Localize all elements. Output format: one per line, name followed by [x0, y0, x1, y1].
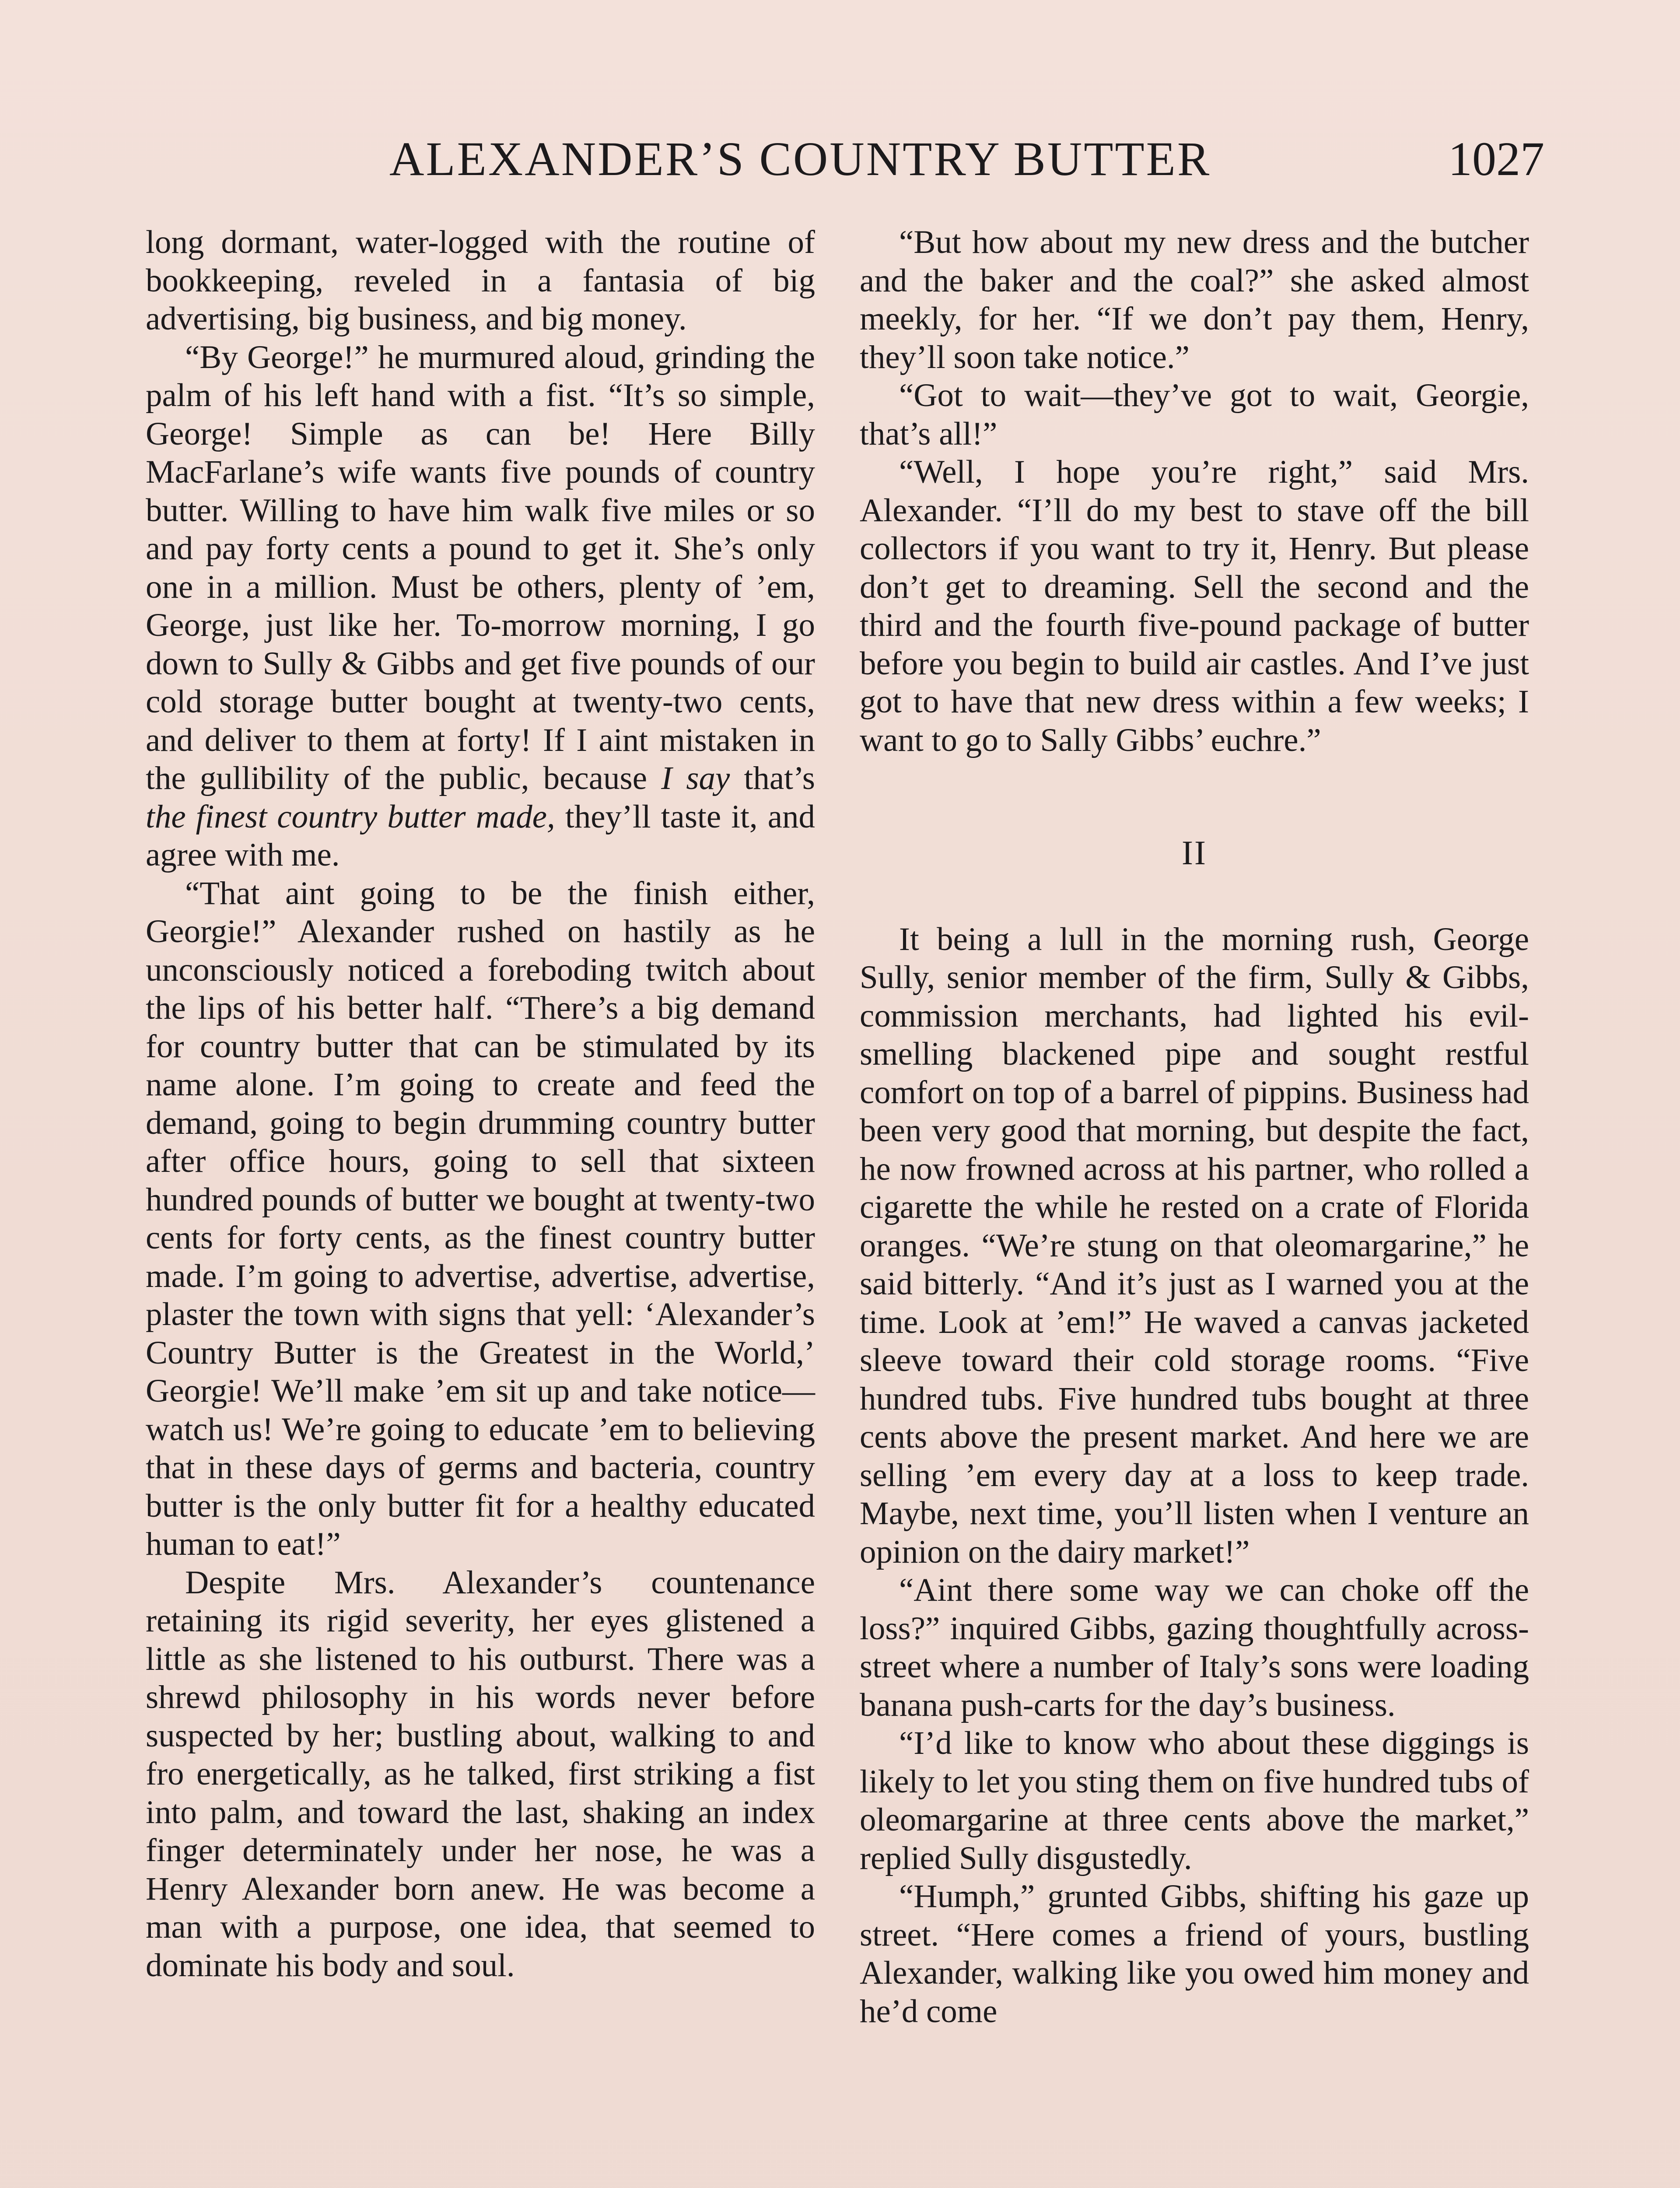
paragraph-text: “Got to wait—they’ve got to wait, Georgie, that’s all!”: [860, 377, 1529, 452]
left-column-paragraphs: [146, 223, 815, 1985]
italic-text: I say: [661, 760, 730, 796]
paragraph-text: “That aint going to be the finish either, Georgie!” Alexander rushed on hastily as he unconsciously noticed a foreboding twitch about the lips of his better half. “There’s a big demand for country butter that can be stimulated by its name alone. I’m going to create and feed the demand, going to begin drumming country butter after office hours, going to sell that sixteen hundred pounds of butter we bought at twenty-two cents for forty cents, as the finest country butter made. I’m going to advertise, advertise, advertise, plaster the town with signs that yell: ‘Alexander’s Country Butter is the Greatest in the World,’ Georgie! We’ll make ’em sit up and take notice—watch us! We’re going to educate ’em to believing that in these days of germs and bacteria, country butter is the only butter fit for a healthy educated human to eat!”: [146, 875, 815, 1562]
paragraph: [146, 338, 815, 874]
paragraph: [860, 223, 1529, 376]
paragraph-text: “I’d like to know who about these diggings is likely to let you sting them on five hundred tubs of oleomargarine at three cents above the market,” replied Sully disgustedly.: [860, 1725, 1529, 1876]
paragraph: [860, 1571, 1529, 1724]
paragraph-text: “Well, I hope you’re right,” said Mrs. Alexander. “I’ll do my best to stave off the bill collectors if you want to try it, Henry. But please don’t get to dreaming. Sell the second and the third and the fourth five-pound package of butter before you begin to build air castles. And I’ve just got to have that new dress within a few weeks; I want to go to Sally Gibbs’ euchre.”: [860, 454, 1529, 758]
paragraph-text: they’ll taste it, and agree with me.: [146, 798, 815, 873]
paragraph-text: long dormant, water-logged with the routine of bookkeeping, reveled in a fantasia of big advertising, big business, and big money.: [146, 224, 815, 337]
page-number: 1027: [1448, 132, 1544, 186]
paragraph-text: “Aint there some way we can choke off the loss?” inquired Gibbs, gazing thoughtfully across-street where a number of Italy’s sons were loading banana push-carts for the day’s business.: [860, 1572, 1529, 1723]
right-column: [860, 223, 1529, 2030]
paragraph: [146, 1564, 815, 1985]
paragraph: [146, 874, 815, 1564]
paragraph: [146, 223, 815, 338]
paragraph-text: “By George!” he murmured aloud, grinding the palm of his left hand with a fist. “It’s so simple, George! Simple as can be! Here Billy MacFarlane’s wife wants five pounds of country butter. Willing to have him walk five miles or so and pay forty cents a pound to get it. She’s only one in a million. Must be others, plenty of ’em, George, just like her. To-morrow morning, I go down to Sully & Gibbs and get five pounds of our cold storage butter bought at twenty-two cents, and deliver to them at forty! If I aint mistaken in the gullibility of the public, because: [146, 339, 815, 796]
paragraph: [860, 376, 1529, 453]
section-heading: II: [1182, 834, 1207, 872]
paragraph-text: Despite Mrs. Alexander’s countenance retaining its rigid severity, her eyes glistened a little as she listened to his outburst. There was a shrewd philosophy in his words never before suspected by her; bustling about, walking to and fro energetically, as he talked, first striking a fist into palm, and toward the last, shaking an index finger determinately under her nose, he was a Henry Alexander born anew. He was become a man with a purpose, one idea, that seemed to dominate his body and soul.: [146, 1564, 815, 1984]
running-title: ALEXANDER’S COUNTRY BUTTER: [389, 132, 1211, 186]
paragraph: [860, 1877, 1529, 2030]
italic-text: the finest country butter made,: [146, 798, 555, 835]
paragraph: [860, 453, 1529, 759]
paragraph-text: It being a lull in the morning rush, George Sully, senior member of the firm, Sully & Gibbs, commission merchants, had lighted his evil-smelling blackened pipe and sought restful comfort on top of a barrel of pippins. Business had been very good that morning, but despite the fact, he now frowned across at his partner, who rolled a cigarette the while he rested on a crate of Florida oranges. “We’re stung on that oleomargarine,” he said bitterly. “And it’s just as I warned you at the time. Look at ’em!” He waved a canvas jacketed sleeve toward their cold storage rooms. “Five hundred tubs. Five hundred tubs bought at three cents above the present market. And here we are selling ’em every day at a loss to keep trade. Maybe, next time, you’ll listen when I venture an opinion on the dairy market!”: [860, 921, 1529, 1570]
paragraph-text: that’s: [730, 760, 815, 796]
paragraph-text: “Humph,” grunted Gibbs, shifting his gaze up street. “Here comes a friend of yours, bustling Alexander, walking like you owed him money and he’d come: [860, 1878, 1529, 2030]
paragraph: [860, 1724, 1529, 1877]
right-column-paragraphs-bottom: [860, 920, 1529, 2031]
paragraph: [860, 920, 1529, 1571]
right-column-paragraphs-top: [860, 223, 1529, 759]
running-header: [144, 131, 1544, 193]
left-column: [146, 223, 815, 1985]
paragraph-text: “But how about my new dress and the butcher and the baker and the coal?” she asked almost meekly, for her. “If we don’t pay them, Henry, they’ll soon take notice.”: [860, 224, 1529, 375]
